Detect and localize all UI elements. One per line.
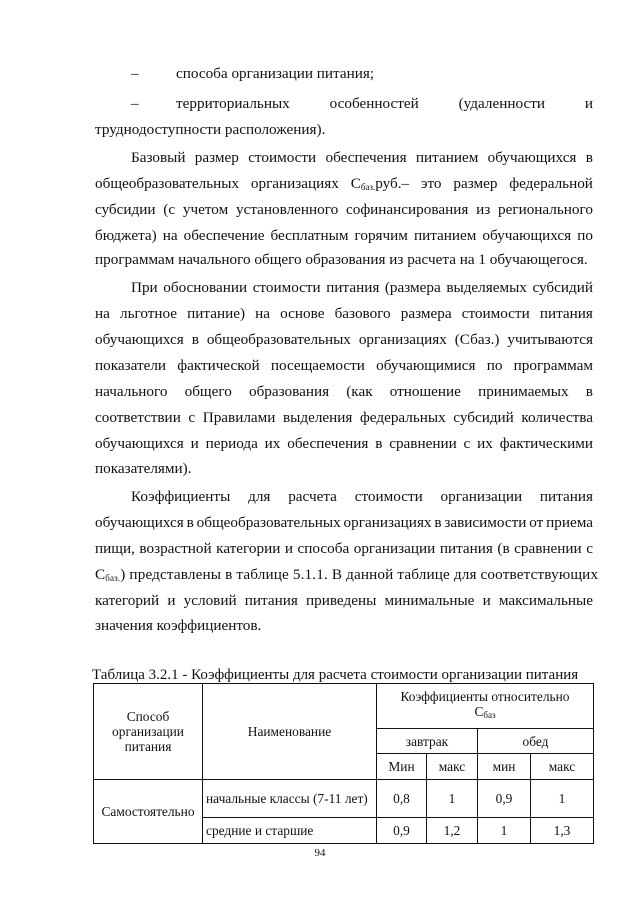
paragraph-line [95,175,593,196]
word: организациях [358,331,447,348]
row-name: начальные классы (7-11 лет) [203,780,377,818]
word: обучающимися [376,357,476,374]
list-item-text [176,95,593,113]
word: показатели [95,357,167,374]
word: образования [248,383,330,400]
word: питание) [187,305,246,322]
table-row [94,780,594,818]
word: минимальные [384,592,475,609]
word: обучающихся [95,514,184,531]
word: особенностей [329,95,419,112]
word: расчета [288,488,337,505]
header-coefficients [377,684,594,729]
word: (в [497,540,510,557]
coefficients-table [93,683,594,844]
word: базового [334,305,391,322]
word: способа [297,540,350,557]
header-coefficients-label: Коэффициенты относительно [400,689,570,704]
word: руб.– [375,175,410,192]
word: на [95,305,110,322]
word: категорий [95,592,160,609]
word: федеральной [509,175,593,192]
paragraph-line [95,409,593,427]
word: количества [521,409,593,426]
cell-value: 0,8 [377,780,427,818]
word: на [162,227,178,244]
word: общего [184,383,232,400]
word: размер [194,149,239,166]
word: питания [244,592,298,609]
word: фактической [177,357,260,374]
word: по [577,227,593,244]
word: установленного [236,201,339,218]
word: общеобразовательных [196,514,341,531]
word: обеспечения [325,149,407,166]
word: регионального [498,201,593,218]
word: (размера [384,279,441,296]
paragraph-line [95,514,593,532]
word: от [529,514,544,531]
text-run: ) представлены в таблице 5.1.1. В данной таблице для соответствующих [120,566,599,583]
header-name: Наименование [203,684,377,780]
header-min: мин [478,754,531,780]
list-dash: – [131,95,139,112]
paragraph-line [95,305,593,323]
word: (с [163,201,176,218]
cell-value: 1,2 [427,818,478,844]
word: размера [400,305,452,322]
word: с [586,540,593,557]
word: условий [183,592,237,609]
word: и [190,435,199,452]
word: Коэффициенты [131,488,231,505]
word: (удаленности [458,95,545,112]
list-item-continuation: труднодоступности расположения). [95,121,326,138]
word: территориальных [176,95,290,112]
word: Правилами [202,409,276,426]
word: субсидий [453,409,514,426]
header-max: макс [531,754,594,780]
header-lunch: обед [478,729,594,754]
word: в [191,331,199,348]
word: приведены [306,592,377,609]
word: питания [539,488,593,505]
word: стоимости [461,305,530,322]
word: (как [346,383,373,400]
cell-value: 1 [427,780,478,818]
header-breakfast: завтрак [377,729,478,754]
word: их [264,435,281,452]
cell-value: 1,3 [531,818,594,844]
c-baz-term [351,175,409,196]
list-item-text: способа организации питания; [176,65,375,82]
word: льготное [120,305,178,322]
word: посещаемости [270,357,365,374]
word: их [477,435,493,452]
paragraph-line [95,201,593,219]
word: периода [205,435,258,452]
subscript: баз. [105,573,121,583]
word: с [188,409,196,426]
paragraph-line [95,227,593,245]
word: горячим [354,227,408,244]
word: субсидии [95,201,156,218]
word: и [284,540,294,557]
word: обеспечения [287,435,369,452]
word: учетом [182,201,229,218]
word: федеральных [359,409,446,426]
word: и [167,592,176,609]
word: отношение [389,383,461,400]
paragraph-line [95,566,599,587]
paragraph-line [95,357,593,375]
list-dash: – [131,65,139,82]
word: выделяемых [446,279,527,296]
word: организациях [343,514,432,531]
paragraph-line: значения коэффициентов. [95,617,262,634]
row-name: средние и старшие [203,818,377,844]
word: питанием [415,149,479,166]
word: стоимости [252,279,321,296]
word: выделения [282,409,353,426]
header-max: макс [427,754,478,780]
word: для [248,488,271,505]
word: возрастной [139,540,212,557]
word: в [186,514,194,531]
word: (Сбаз.) [454,331,500,348]
word: принимаемых [478,383,569,400]
word: пищи, [95,540,135,557]
paragraph-line [95,592,593,610]
table-header-row [94,684,594,729]
word: обучающихся [487,149,577,166]
word: это [420,175,442,192]
table-caption: Таблица 3.2.1 - Коэффициенты для расчета стоимости организации питания [92,667,579,683]
word: обучающихся [482,227,572,244]
word: питания [326,279,380,296]
word: организации [440,488,523,505]
word: приема [546,514,593,531]
paragraph-line [131,279,593,297]
word: в [585,149,593,166]
word: обеспечение [183,227,265,244]
word: общеобразовательных [95,175,240,192]
word: обучающихся [95,331,184,348]
header-method: Способ организации питания [94,684,203,780]
subscript: баз [483,710,496,720]
cell-value: 1 [531,780,594,818]
subscript: баз. [360,182,376,192]
word: основе [280,305,325,322]
word: бюджета) [95,227,157,244]
word: организации [353,540,436,557]
word: категории [216,540,281,557]
word: фактическими [499,435,593,452]
paragraph-line [95,383,593,401]
paragraph-line [95,540,593,558]
word: Базовый [131,149,186,166]
word: зависимости [444,514,527,531]
word: в [585,383,593,400]
word: организациях [250,175,339,192]
paragraph-line [95,435,593,453]
paragraph-line [95,331,593,349]
word: программам [513,357,593,374]
word: общеобразовательных [206,331,351,348]
paragraph-line [131,488,593,506]
word: питания [539,305,593,322]
row-method: Самостоятельно [94,780,203,844]
cell-value: 1 [478,818,531,844]
word: начального [95,383,168,400]
word: сравнении [514,540,582,557]
word: сравнении [389,435,457,452]
word: учитываются [507,331,593,348]
c-letter: C [350,175,361,192]
word: стоимости [354,488,423,505]
header-coefficients-cbaz [379,704,591,723]
word: и [584,95,593,112]
word: питанием [413,227,477,244]
cell-value: 0,9 [377,818,427,844]
c-letter: C [95,566,106,583]
word: бесплатным [270,227,349,244]
word: по [486,357,503,374]
word: на [255,305,271,322]
paragraph-line: программам начального общего образования из расчета на 1 обучающегося. [95,251,588,268]
word: соответствии [95,409,181,426]
word: в [434,514,442,531]
paragraph-line: показателями). [95,460,192,477]
header-min: Мин [377,754,427,780]
word: и [482,592,491,609]
word: в [375,435,383,452]
word: из [476,201,491,218]
word: с [463,435,471,452]
word: обучающихся [95,435,184,452]
word: питания [439,540,493,557]
word: софинансирования [346,201,469,218]
word: субсидий [532,279,593,296]
paragraph-line [131,149,593,167]
word: При [131,279,158,296]
word: максимальные [498,592,593,609]
page-number: 94 [314,847,326,859]
cell-value: 0,9 [478,780,531,818]
word: размер [453,175,498,192]
word: обосновании [163,279,248,296]
word: стоимости [248,149,317,166]
c-letter: С [474,704,484,719]
